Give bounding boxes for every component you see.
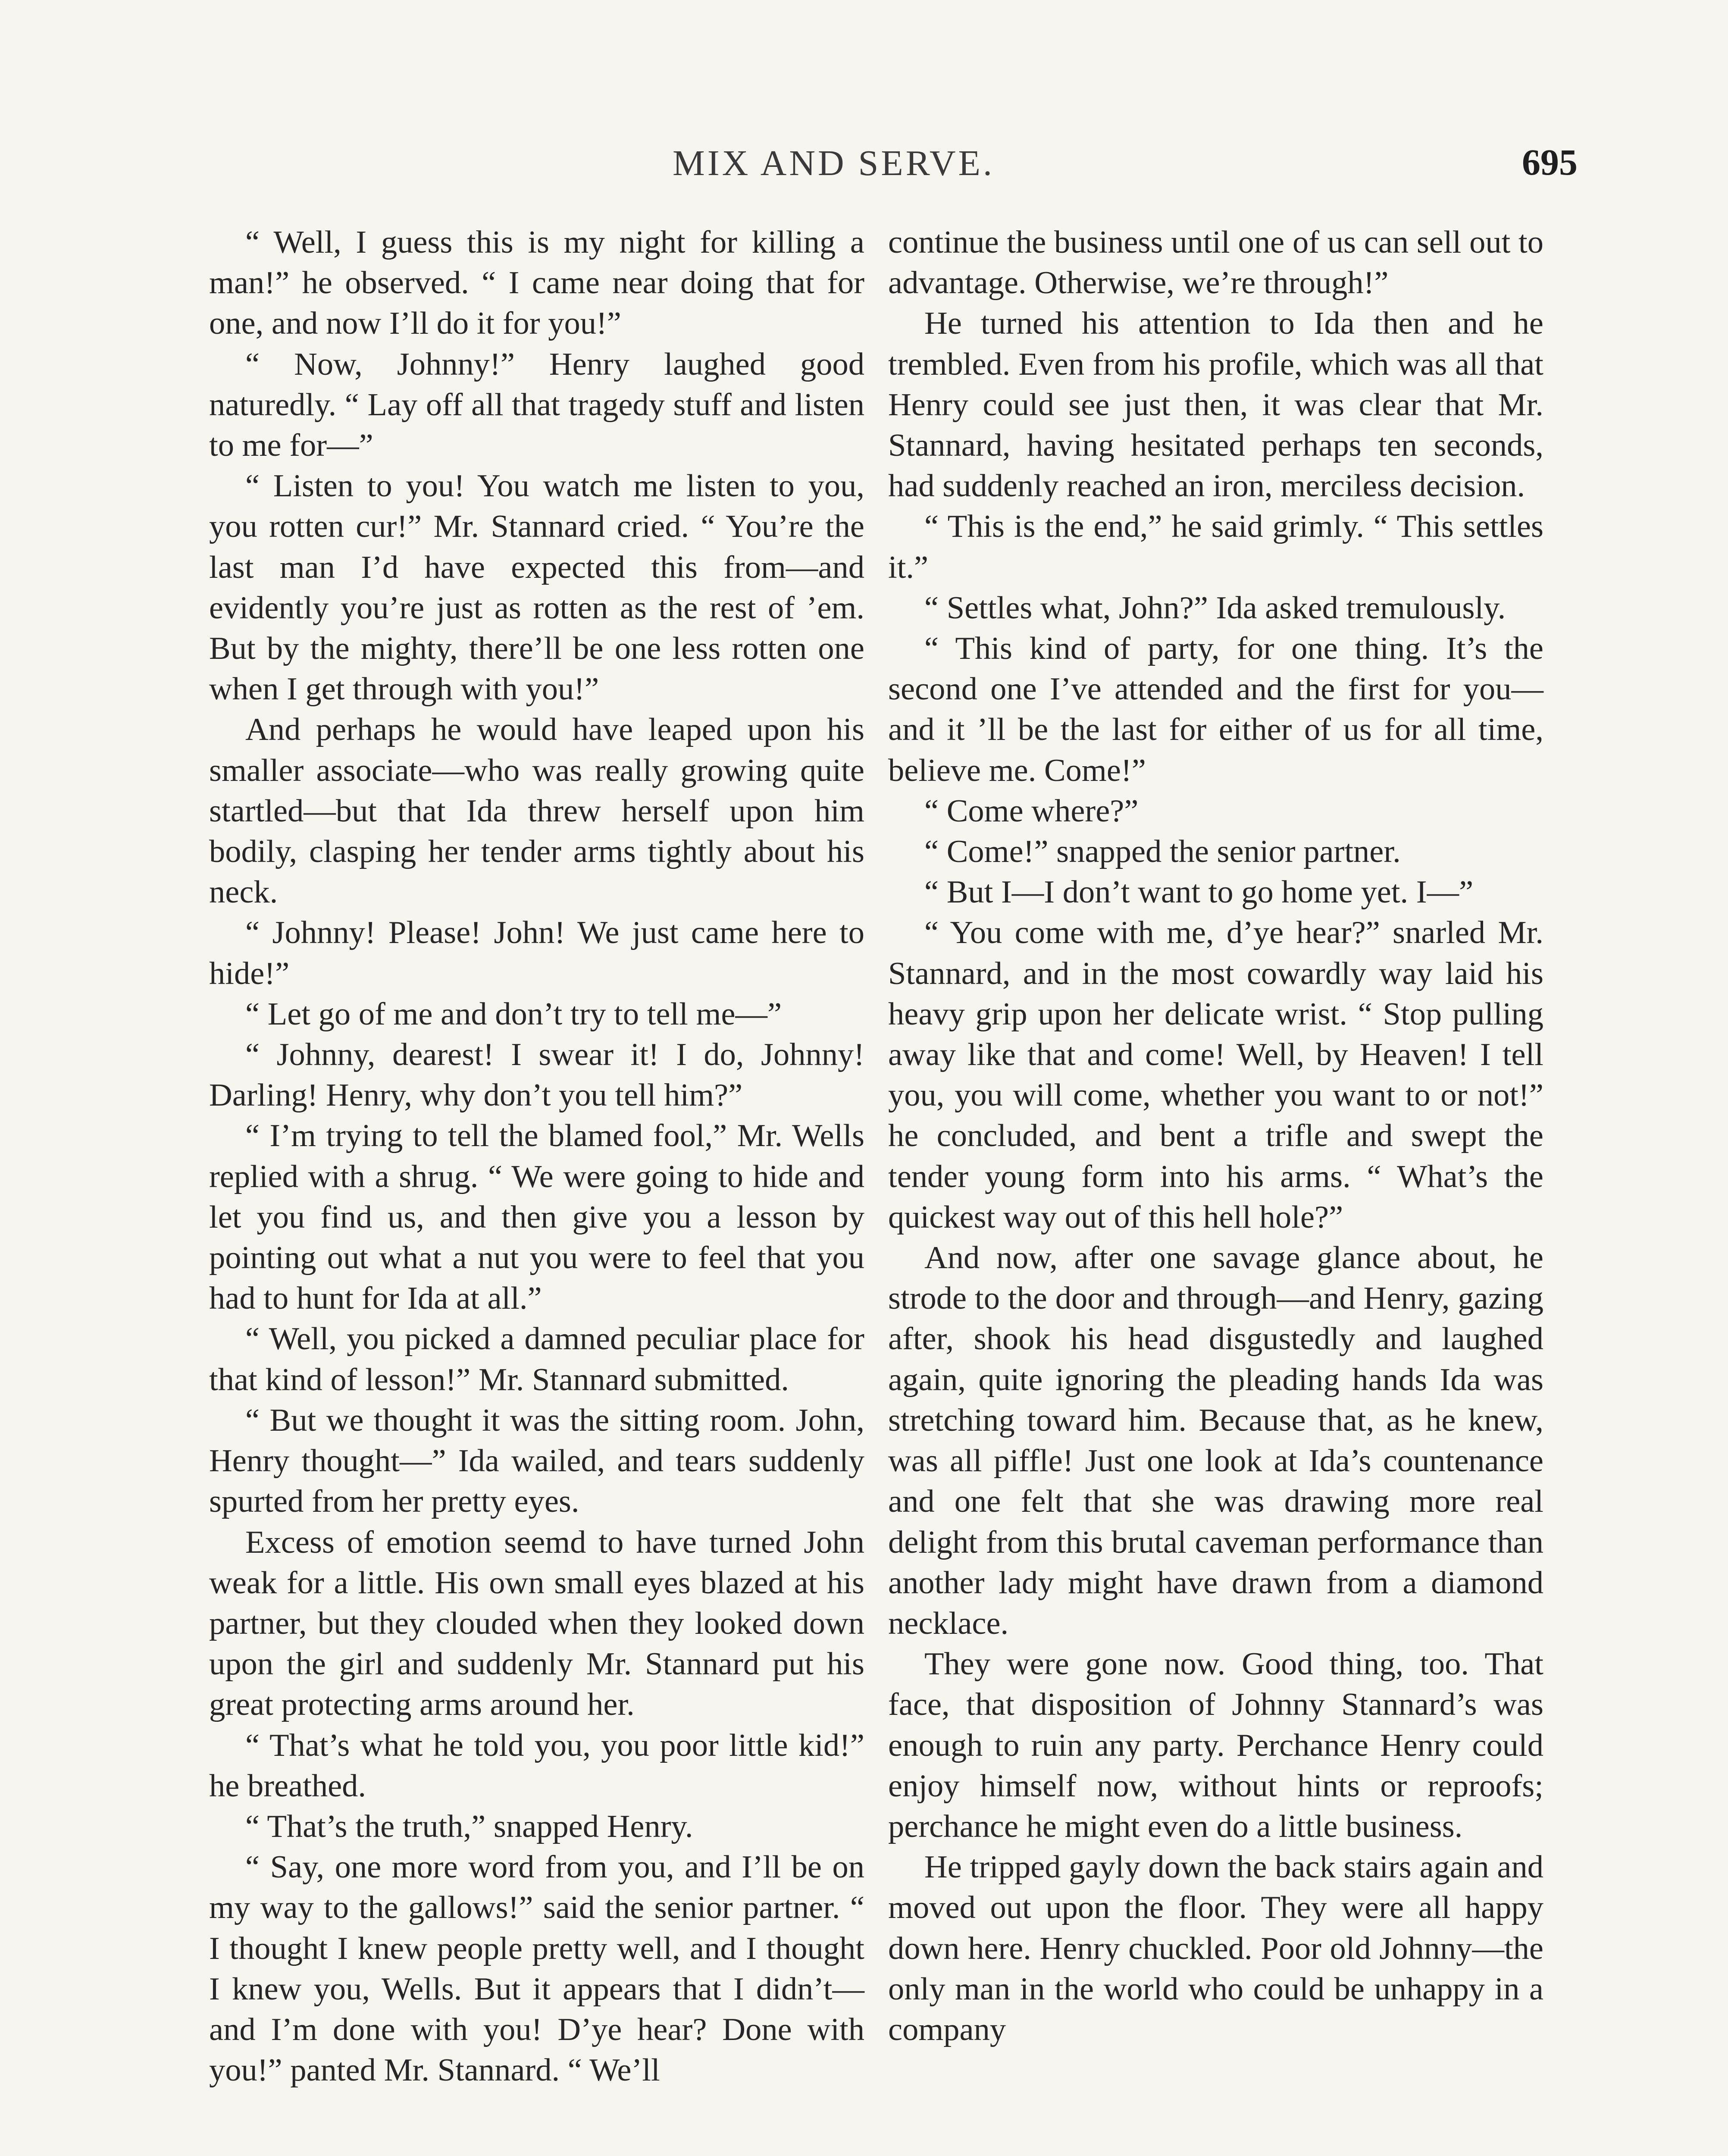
- paragraph: “ Come!” snapped the senior partner.: [924, 834, 1401, 870]
- paragraph: “ This kind of party, for one thing. It’s the second one I’ve attended and the first for you—and it ’ll be the last for either of us for all time, believe me. Come!”: [888, 631, 1543, 788]
- paragraph: “ You come with me, d’ye hear?” snarled Mr. Stannard, and in the most cowardly way laid his heavy grip upon her delicate wrist. “ Stop pulling away like that and come! Well, by Heaven! I tell you, you will come, whether you want to or not!” he concluded, and bent a trifle and swept the tender young form into his arms. “ What’s the quickest way out of this hell hole?”: [888, 915, 1543, 1235]
- paragraph: And now, after one savage glance about, he strode to the door and through—and Henry, gazing after, shook his head disgustedly and laughed again, quite ignoring the pleading hands Ida was stretching toward him. Because that, as he knew, was all piffle! Just one look at Ida’s countenance and one felt that she was drawing more real delight from this brutal caveman performance than another lady might have drawn from a diamond necklace.: [888, 1240, 1543, 1641]
- paragraph: “ That’s the truth,” snapped Henry.: [245, 1808, 693, 1844]
- paragraph: Excess of emotion seemd to have turned John weak for a little. His own small eyes blazed at his partner, but they clouded when they looked down upon the girl and suddenly Mr. Stannard put his great protecting arms around her.: [209, 1524, 864, 1723]
- right-column: [888, 222, 1543, 2050]
- paragraph: “ Now, Johnny!” Henry laughed good naturedly. “ Lay off all that tragedy stuff and listen to me for—”: [209, 346, 864, 464]
- paragraph: They were gone now. Good thing, too. That face, that disposition of Johnny Stannard’s was enough to ruin any party. Perchance Henry could enjoy himself now, without hints or reproofs; perchance he might even do a little business.: [888, 1646, 1543, 1844]
- paragraph: “ Listen to you! You watch me listen to you, you rotten cur!” Mr. Stannard cried. “ You’re the last man I’d have expected this from—and evidently you’re just as rotten as the rest of ’em. But by the mighty, there’ll be one less rotten one when I get through with you!”: [209, 468, 864, 707]
- left-column: [209, 222, 864, 2090]
- paragraph: He tripped gayly down the back stairs again and moved out upon the floor. They were all happy down here. Henry chuckled. Poor old Johnny—the only man in the world who could be unhappy in a company: [888, 1849, 1543, 2047]
- paragraph-continued: continue the business until one of us can sell out to advantage. Otherwise, we’re through!”: [888, 225, 1543, 301]
- paragraph: “ Johnny! Please! John! We just came here to hide!”: [209, 915, 864, 991]
- paragraph: “ Settles what, John?” Ida asked tremulously.: [924, 590, 1506, 626]
- paragraph: “ Well, I guess this is my night for killing a man!” he observed. “ I came near doing that for one, and now I’ll do it for you!”: [209, 225, 864, 342]
- page-number: 695: [1522, 141, 1578, 183]
- paragraph: “ Johnny, dearest! I swear it! I do, Johnny! Darling! Henry, why don’t you tell him?”: [209, 1037, 864, 1113]
- paragraph: And perhaps he would have leaped upon his smaller associate—who was really growing quite startled—but that Ida threw herself upon him bodily, clasping her tender arms tightly about his neck.: [209, 712, 864, 910]
- running-head: [0, 142, 1728, 194]
- paragraph: “ But we thought it was the sitting room. John, Henry thought—” Ida wailed, and tears suddenly spurted from her pretty eyes.: [209, 1402, 864, 1520]
- paragraph: “ Well, you picked a damned peculiar place for that kind of lesson!” Mr. Stannard submitted.: [209, 1321, 864, 1398]
- paragraph: “ This is the end,” he said grimly. “ This settles it.”: [888, 509, 1543, 585]
- paragraph: “ But I—I don’t want to go home yet. I—”: [924, 874, 1474, 910]
- paragraph: “ Let go of me and don’t try to tell me—”: [245, 996, 782, 1032]
- paragraph: He turned his attention to Ida then and he trembled. Even from his profile, which was all that Henry could see just then, it was clear that Mr. Stannard, having hesitated perhaps ten seconds, had suddenly reached an iron, merciless decision.: [888, 306, 1543, 504]
- running-title: MIX AND SERVE.: [673, 143, 995, 183]
- paragraph: “ I’m trying to tell the blamed fool,” Mr. Wells replied with a shrug. “ We were going to hide and let you find us, and then give you a lesson by pointing out what a nut you were to feel that you had to hunt for Ida at all.”: [209, 1118, 864, 1316]
- paragraph: “ Say, one more word from you, and I’ll be on my way to the gallows!” said the senior partner. “ I thought I knew people pretty well, and I thought I knew you, Wells. But it appears that I didn’t—and I’m done with you! D’ye hear? Done with you!” panted Mr. Stannard. “ We’ll: [209, 1849, 864, 2088]
- paragraph: “ That’s what he told you, you poor little kid!” he breathed.: [209, 1727, 864, 1804]
- paragraph: “ Come where?”: [924, 793, 1139, 829]
